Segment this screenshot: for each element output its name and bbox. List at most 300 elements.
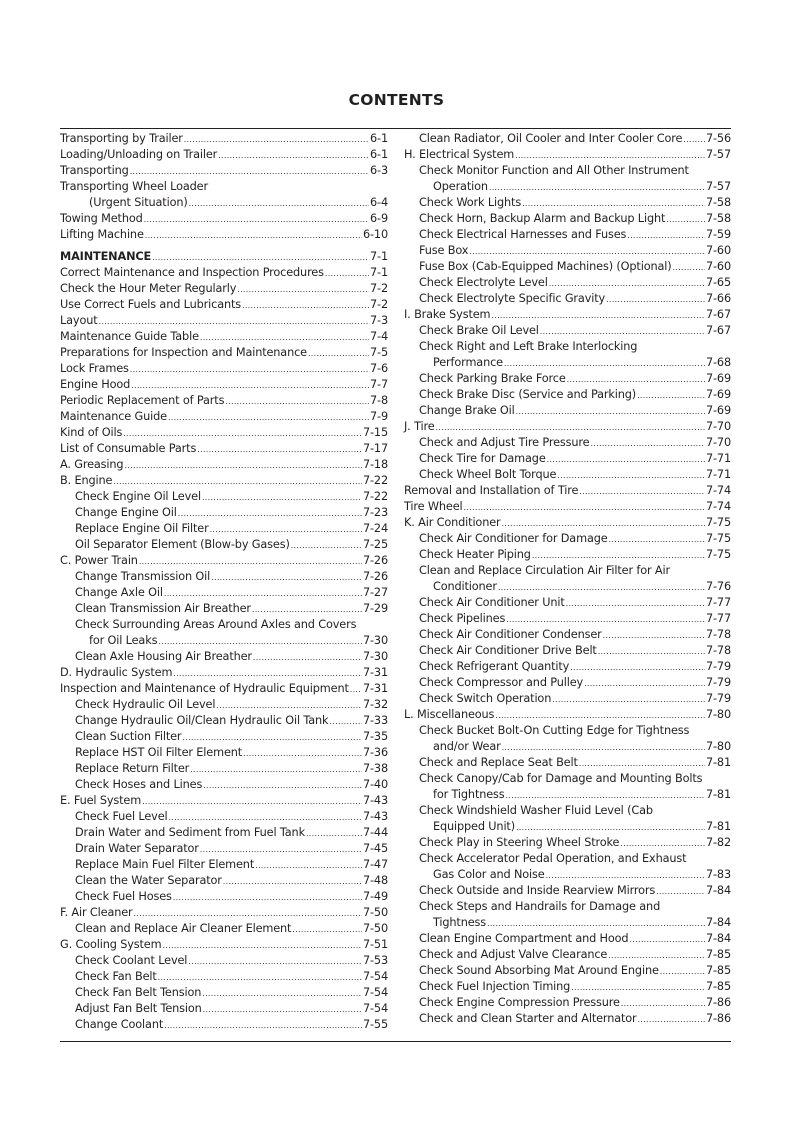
- toc-entry-page: 7-8: [369, 394, 388, 407]
- dot-leader: [144, 211, 369, 228]
- toc-entry-title: Check Brake Disc (Service and Parking): [419, 388, 637, 401]
- toc-entry-page: 7-65: [705, 276, 731, 289]
- toc-entry[interactable]: [404, 659, 731, 675]
- page-title: CONTENTS: [348, 91, 445, 109]
- toc-entry-title: Check Steps and Handrails for Damage and: [419, 900, 661, 913]
- toc-entry[interactable]: [60, 441, 388, 457]
- toc-entry[interactable]: [404, 195, 731, 211]
- toc-entry-title: K. Air Conditioner: [404, 516, 501, 529]
- toc-entry[interactable]: [60, 873, 388, 889]
- toc-entry-title: E. Fuel System: [60, 794, 142, 807]
- dot-leader: [549, 275, 705, 292]
- dot-leader: [498, 579, 705, 596]
- toc-entry[interactable]: [404, 963, 731, 979]
- toc-entry-title: Performance: [433, 356, 503, 369]
- toc-entry[interactable]: [404, 947, 731, 963]
- toc-entry-title: Check Sound Absorbing Mat Around Engine: [419, 964, 659, 977]
- toc-entry-title: Check Parking Brake Force: [419, 372, 566, 385]
- toc-entry[interactable]: [404, 627, 731, 643]
- toc-entry[interactable]: [60, 713, 388, 729]
- toc-entry-page: 7-75: [705, 516, 731, 529]
- toc-entry[interactable]: [60, 537, 388, 553]
- toc-entry-page: 7-69: [705, 372, 731, 385]
- toc-entry[interactable]: [404, 835, 731, 851]
- dot-leader: [210, 521, 362, 538]
- toc-entry-page: 7-31: [362, 666, 388, 679]
- toc-entry[interactable]: [404, 915, 731, 931]
- toc-entry-title: D. Hydraulic System: [60, 666, 173, 679]
- toc-entry[interactable]: [404, 515, 731, 531]
- toc-entry[interactable]: [60, 937, 388, 953]
- toc-entry-title: Check Fuel Injection Timing: [419, 980, 571, 993]
- toc-entry[interactable]: [404, 883, 731, 899]
- toc-entry-title: Change Engine Oil: [75, 506, 177, 519]
- toc-entry[interactable]: [60, 905, 388, 921]
- dot-leader: [291, 537, 362, 554]
- dot-leader: [656, 883, 705, 900]
- dot-leader: [152, 249, 369, 266]
- toc-entry-page: 7-33: [362, 714, 388, 727]
- toc-entry[interactable]: [60, 793, 388, 809]
- toc-entry-title: J. Tire: [404, 420, 435, 433]
- toc-entry-page: 7-78: [705, 628, 731, 641]
- toc-entry[interactable]: [404, 387, 731, 403]
- dot-leader: [188, 953, 362, 970]
- dot-leader: [145, 227, 362, 244]
- toc-entry[interactable]: [404, 483, 731, 499]
- toc-entry-title: Operation: [433, 180, 488, 193]
- toc-entry[interactable]: [60, 889, 388, 905]
- toc-entry-title: Kind of Oils: [60, 426, 123, 439]
- toc-entry-page: 7-25: [362, 538, 388, 551]
- toc-entry-continued[interactable]: [404, 899, 731, 915]
- toc-entry-page: 7-45: [362, 842, 388, 855]
- toc-entry[interactable]: [404, 979, 731, 995]
- toc-entry-page: 6-1: [369, 148, 388, 161]
- toc-entry[interactable]: [60, 569, 388, 585]
- toc-entry-title: Transporting Wheel Loader: [60, 180, 208, 193]
- toc-entry[interactable]: [60, 265, 388, 281]
- toc-entry[interactable]: [60, 649, 388, 665]
- toc-entry-page: 7-78: [705, 644, 731, 657]
- toc-entry-page: 7-71: [705, 468, 731, 481]
- toc-entry[interactable]: [60, 681, 388, 697]
- toc-entry[interactable]: [60, 969, 388, 985]
- toc-entry[interactable]: [404, 611, 731, 627]
- dot-leader: [184, 131, 369, 148]
- dot-leader: [629, 931, 705, 948]
- toc-entry-title: Equipped Unit): [433, 820, 515, 833]
- toc-entry[interactable]: [60, 745, 388, 761]
- toc-entry-title: F. Air Cleaner: [60, 906, 133, 919]
- toc-entry-page: 7-50: [362, 922, 388, 935]
- toc-entry-page: 7-3: [369, 314, 388, 327]
- toc-entry-page: 7-59: [705, 228, 731, 241]
- toc-entry-title: Clean and Replace Circulation Air Filter for Air: [419, 564, 670, 577]
- toc-entry-page: 7-60: [705, 260, 731, 273]
- dot-leader: [164, 585, 362, 602]
- toc-entry[interactable]: [60, 857, 388, 873]
- dot-leader: [673, 259, 705, 276]
- toc-entry-title: Change Axle Oil: [75, 586, 163, 599]
- toc-entry-page: 6-3: [369, 164, 388, 177]
- toc-entry-title: Transporting: [60, 164, 129, 177]
- toc-entry[interactable]: [404, 595, 731, 611]
- toc-entry-page: 7-60: [705, 244, 731, 257]
- dot-leader: [584, 675, 705, 692]
- toc-entry-title: Replace Return Filter: [75, 762, 190, 775]
- toc-entry-page: 7-67: [705, 324, 731, 337]
- toc-entry-page: 7-58: [705, 212, 731, 225]
- toc-entry-page: 7-48: [362, 874, 388, 887]
- toc-entry-continued[interactable]: [60, 179, 388, 195]
- toc-entry[interactable]: [404, 1011, 731, 1027]
- toc-entry-title: Clean Radiator, Oil Cooler and Inter Cooler Core: [419, 132, 683, 145]
- toc-entry-title: Fuse Box: [419, 244, 469, 257]
- toc-entry-page: 7-77: [705, 596, 731, 609]
- toc-entry[interactable]: [404, 403, 731, 419]
- toc-entry[interactable]: [60, 1001, 388, 1017]
- toc-entry-page: 7-57: [705, 148, 731, 161]
- dot-leader: [436, 419, 705, 436]
- toc-entry-page: 7-5: [369, 346, 388, 359]
- toc-entry-page: 7-40: [362, 778, 388, 791]
- dot-leader: [491, 307, 705, 324]
- toc-entry-page: 7-70: [705, 436, 731, 449]
- dot-leader: [158, 633, 362, 650]
- toc-entry-page: 6-4: [369, 196, 388, 209]
- toc-entry-page: 7-54: [362, 970, 388, 983]
- toc-entry[interactable]: [60, 377, 388, 393]
- dot-leader: [131, 377, 369, 394]
- toc-entry-page: 7-68: [705, 356, 731, 369]
- toc-entry-page: 7-81: [705, 788, 731, 801]
- toc-entry[interactable]: [404, 259, 731, 275]
- toc-entry-title: Check Monitor Function and All Other Instrument: [419, 164, 689, 177]
- toc-entry-title: Check Fuel Level: [75, 810, 168, 823]
- toc-entry-page: 7-2: [369, 282, 388, 295]
- dot-leader: [570, 659, 705, 676]
- toc-entry-title: Correct Maintenance and Inspection Procedures: [60, 266, 324, 279]
- toc-entry-title: Removal and Installation of Tire: [404, 484, 579, 497]
- toc-entry[interactable]: [404, 451, 731, 467]
- toc-entry-page: 7-79: [705, 676, 731, 689]
- toc-entry-page: 7-35: [362, 730, 388, 743]
- toc-entry[interactable]: [404, 643, 731, 659]
- toc-entry-title: Check Fan Belt: [75, 970, 157, 983]
- toc-entry-title: Clean Engine Compartment and Hood: [419, 932, 629, 945]
- dot-leader: [200, 841, 362, 858]
- toc-entry-page: 7-7: [369, 378, 388, 391]
- dot-leader: [142, 793, 362, 810]
- toc-entry[interactable]: [60, 985, 388, 1001]
- toc-entry-title: Clean the Water Separator: [75, 874, 222, 887]
- dot-leader: [620, 835, 705, 852]
- dot-leader: [547, 451, 705, 468]
- dot-leader: [243, 745, 362, 762]
- toc-entry-page: 7-75: [705, 532, 731, 545]
- toc-entry-title: Lifting Machine: [60, 228, 144, 241]
- dot-leader: [469, 243, 705, 260]
- toc-entry[interactable]: [60, 297, 388, 313]
- toc-entry-page: 7-57: [705, 180, 731, 193]
- dot-leader: [203, 777, 362, 794]
- toc-entry[interactable]: [60, 163, 388, 179]
- toc-entry-title: G. Cooling System: [60, 938, 162, 951]
- toc-entry-page: 7-80: [705, 708, 731, 721]
- toc-entry-title: Check Switch Operation: [419, 692, 552, 705]
- dot-leader: [627, 227, 705, 244]
- toc-entry[interactable]: [404, 995, 731, 1011]
- toc-entry[interactable]: [404, 275, 731, 291]
- toc-entry-page: 7-85: [705, 964, 731, 977]
- toc-entry-page: 7-47: [362, 858, 388, 871]
- dot-leader: [202, 489, 362, 506]
- toc-entry[interactable]: [60, 409, 388, 425]
- toc-entry[interactable]: [60, 697, 388, 713]
- toc-entry-page: 7-6: [369, 362, 388, 375]
- toc-entry[interactable]: [60, 393, 388, 409]
- dot-leader: [211, 569, 362, 586]
- dot-leader: [464, 499, 705, 516]
- toc-entry-title: Check Coolant Level: [75, 954, 188, 967]
- toc-entry[interactable]: [60, 809, 388, 825]
- dot-leader: [168, 809, 361, 826]
- toc-entry[interactable]: [60, 489, 388, 505]
- toc-entry[interactable]: [60, 841, 388, 857]
- toc-entry[interactable]: [404, 787, 731, 803]
- toc-entry[interactable]: [404, 931, 731, 947]
- dot-leader: [253, 649, 362, 666]
- toc-entry[interactable]: [404, 707, 731, 723]
- toc-entry[interactable]: [60, 825, 388, 841]
- toc-entry-continued[interactable]: [404, 339, 731, 355]
- toc-entry[interactable]: [404, 291, 731, 307]
- toc-entry[interactable]: [404, 675, 731, 691]
- toc-entry[interactable]: [60, 211, 388, 227]
- dot-leader: [130, 163, 369, 180]
- toc-entry[interactable]: [60, 777, 388, 793]
- dot-leader: [609, 531, 705, 548]
- toc-entry[interactable]: [404, 739, 731, 755]
- dot-leader: [579, 483, 705, 500]
- toc-entry-title: Check Tire for Damage: [419, 452, 546, 465]
- toc-entry-page: 7-69: [705, 388, 731, 401]
- toc-entry-continued[interactable]: [404, 771, 731, 787]
- dot-leader: [329, 713, 362, 730]
- toc-entry-page: 7-79: [705, 660, 731, 673]
- toc-entry[interactable]: [404, 355, 731, 371]
- toc-entry-page: 7-43: [362, 794, 388, 807]
- toc-entry[interactable]: [404, 227, 731, 243]
- dot-leader: [608, 947, 705, 964]
- toc-entry[interactable]: [60, 473, 388, 489]
- dot-leader: [203, 1001, 362, 1018]
- toc-entry-page: 6-9: [369, 212, 388, 225]
- dot-leader: [178, 505, 362, 522]
- toc-entry-page: 7-26: [362, 554, 388, 567]
- dot-leader: [173, 889, 362, 906]
- toc-entry[interactable]: [60, 585, 388, 601]
- toc-entry-page: 7-50: [362, 906, 388, 919]
- dot-leader: [216, 697, 362, 714]
- toc-entry-title: Check Surrounding Areas Around Axles and Covers: [75, 618, 357, 631]
- top-divider: [60, 128, 731, 129]
- toc-entry-continued[interactable]: [404, 563, 731, 579]
- toc-entry-page: 7-79: [705, 692, 731, 705]
- dot-leader: [516, 819, 705, 836]
- toc-entry[interactable]: [404, 179, 731, 195]
- toc-entry-title: Inspection and Maintenance of Hydraulic Equipment: [60, 682, 349, 695]
- toc-entry[interactable]: [404, 691, 731, 707]
- dot-leader: [162, 937, 362, 954]
- toc-entry[interactable]: [404, 307, 731, 323]
- toc-entry-title: C. Power Train: [60, 554, 138, 567]
- toc-entry[interactable]: [404, 867, 731, 883]
- toc-entry[interactable]: [60, 761, 388, 777]
- toc-entry-title: Check Canopy/Cab for Damage and Mounting Bolts: [419, 772, 703, 785]
- toc-entry-page: 7-51: [362, 938, 388, 951]
- toc-entry-title: H. Electrical System: [404, 148, 515, 161]
- toc-entry[interactable]: [404, 467, 731, 483]
- dot-leader: [306, 825, 362, 842]
- toc-entry-page: 7-58: [705, 196, 731, 209]
- toc-entry[interactable]: [404, 819, 731, 835]
- toc-entry[interactable]: [60, 425, 388, 441]
- toc-entry-title: Transporting by Trailer: [60, 132, 183, 145]
- dot-leader: [197, 441, 362, 458]
- toc-entry-continued[interactable]: [60, 617, 388, 633]
- dot-leader: [502, 739, 705, 756]
- toc-entry-page: 7-56: [705, 132, 731, 145]
- toc-entry[interactable]: [404, 499, 731, 515]
- toc-entry[interactable]: [60, 329, 388, 345]
- toc-entry-title: A. Greasing: [60, 458, 124, 471]
- toc-entry-page: 7-53: [362, 954, 388, 967]
- toc-entry[interactable]: [60, 665, 388, 681]
- toc-entry-title: Check the Hour Meter Regularly: [60, 282, 237, 295]
- toc-entry[interactable]: [404, 131, 731, 147]
- toc-entry[interactable]: [404, 323, 731, 339]
- dot-leader: [567, 371, 705, 388]
- toc-entry-title: Clean Suction Filter: [75, 730, 182, 743]
- toc-entry-title: Check Fan Belt Tension: [75, 986, 202, 999]
- toc-entry[interactable]: [404, 243, 731, 259]
- toc-entry[interactable]: [60, 921, 388, 937]
- toc-entry-page: 7-29: [362, 602, 388, 615]
- dot-leader: [489, 179, 705, 196]
- toc-entry-page: 7-22: [362, 474, 388, 487]
- toc-entry[interactable]: [404, 531, 731, 547]
- toc-entry-page: 7-66: [705, 292, 731, 305]
- toc-entry-page: 7-70: [705, 420, 731, 433]
- dot-leader: [495, 707, 705, 724]
- toc-entry[interactable]: [60, 313, 388, 329]
- toc-entry-page: 7-27: [362, 586, 388, 599]
- toc-entry-title: MAINTENANCE: [60, 250, 152, 263]
- toc-entry-title: Check Compressor and Pulley: [419, 676, 584, 689]
- toc-entry[interactable]: [60, 1017, 388, 1033]
- toc-entry[interactable]: [60, 147, 388, 163]
- toc-entry[interactable]: [60, 227, 388, 243]
- toc-entry-title: I. Brake System: [404, 308, 491, 321]
- toc-entry[interactable]: [60, 281, 388, 297]
- dot-leader: [99, 313, 369, 330]
- toc-entry-title: Fuse Box (Cab-Equipped Machines) (Optional): [419, 260, 672, 273]
- toc-entry[interactable]: [60, 633, 388, 649]
- toc-entry[interactable]: [60, 521, 388, 537]
- toc-entry-title: and/or Wear: [433, 740, 501, 753]
- toc-entry-continued[interactable]: [404, 723, 731, 739]
- toc-entry[interactable]: [60, 505, 388, 521]
- toc-entry-title: (Urgent Situation): [89, 196, 188, 209]
- toc-entry[interactable]: [60, 553, 388, 569]
- toc-entry[interactable]: [404, 147, 731, 163]
- toc-entry-title: for Tightness: [433, 788, 505, 801]
- dot-leader: [350, 681, 362, 698]
- toc-entry-page: 7-84: [705, 884, 731, 897]
- toc-entry[interactable]: [60, 249, 388, 265]
- toc-entry-title: Check Electrolyte Specific Gravity: [419, 292, 606, 305]
- toc-entry[interactable]: [60, 345, 388, 361]
- toc-entry[interactable]: [404, 755, 731, 771]
- dot-leader: [164, 1017, 362, 1034]
- dot-leader: [113, 473, 362, 490]
- toc-entry-title: Check Right and Left Brake Interlocking: [419, 340, 638, 353]
- toc-entry[interactable]: [404, 371, 731, 387]
- toc-entry[interactable]: [60, 131, 388, 147]
- dot-leader: [522, 195, 705, 212]
- toc-entry-title: Check Heater Piping: [419, 548, 531, 561]
- toc-entry-continued[interactable]: [404, 851, 731, 867]
- toc-entry-page: 7-83: [705, 868, 731, 881]
- dot-leader: [506, 787, 705, 804]
- dot-leader: [168, 409, 369, 426]
- dot-leader: [487, 915, 705, 932]
- dot-leader: [223, 873, 362, 890]
- toc-entry[interactable]: [60, 361, 388, 377]
- dot-leader: [546, 867, 705, 884]
- toc-entry[interactable]: [60, 729, 388, 745]
- toc-entry[interactable]: [60, 457, 388, 473]
- dot-leader: [325, 265, 369, 282]
- toc-entry-page: 7-71: [705, 452, 731, 465]
- toc-entry-title: Check Outside and Inside Rearview Mirrors: [419, 884, 656, 897]
- toc-entry-title: Maintenance Guide Table: [60, 330, 199, 343]
- toc-entry[interactable]: [60, 195, 388, 211]
- toc-entry[interactable]: [60, 953, 388, 969]
- toc-entry-title: Check Engine Compression Pressure: [419, 996, 620, 1009]
- toc-entry[interactable]: [404, 579, 731, 595]
- dot-leader: [124, 457, 362, 474]
- toc-entry[interactable]: [60, 601, 388, 617]
- toc-entry-continued[interactable]: [404, 163, 731, 179]
- toc-entry-title: Check Air Conditioner Condenser: [419, 628, 602, 641]
- toc-entry[interactable]: [404, 419, 731, 435]
- toc-entry-page: 7-1: [369, 250, 388, 263]
- toc-entry-title: Layout: [60, 314, 98, 327]
- toc-entry[interactable]: [404, 547, 731, 563]
- toc-entry-page: 7-30: [362, 634, 388, 647]
- toc-entry[interactable]: [404, 435, 731, 451]
- dot-leader: [504, 355, 705, 372]
- toc-entry-page: 7-2: [369, 298, 388, 311]
- dot-leader: [603, 627, 705, 644]
- toc-entry-title: Check Bucket Bolt-On Cutting Edge for Tightness: [419, 724, 690, 737]
- toc-entry-continued[interactable]: [404, 803, 731, 819]
- toc-entry[interactable]: [404, 211, 731, 227]
- toc-entry-title: Check Air Conditioner for Damage: [419, 532, 608, 545]
